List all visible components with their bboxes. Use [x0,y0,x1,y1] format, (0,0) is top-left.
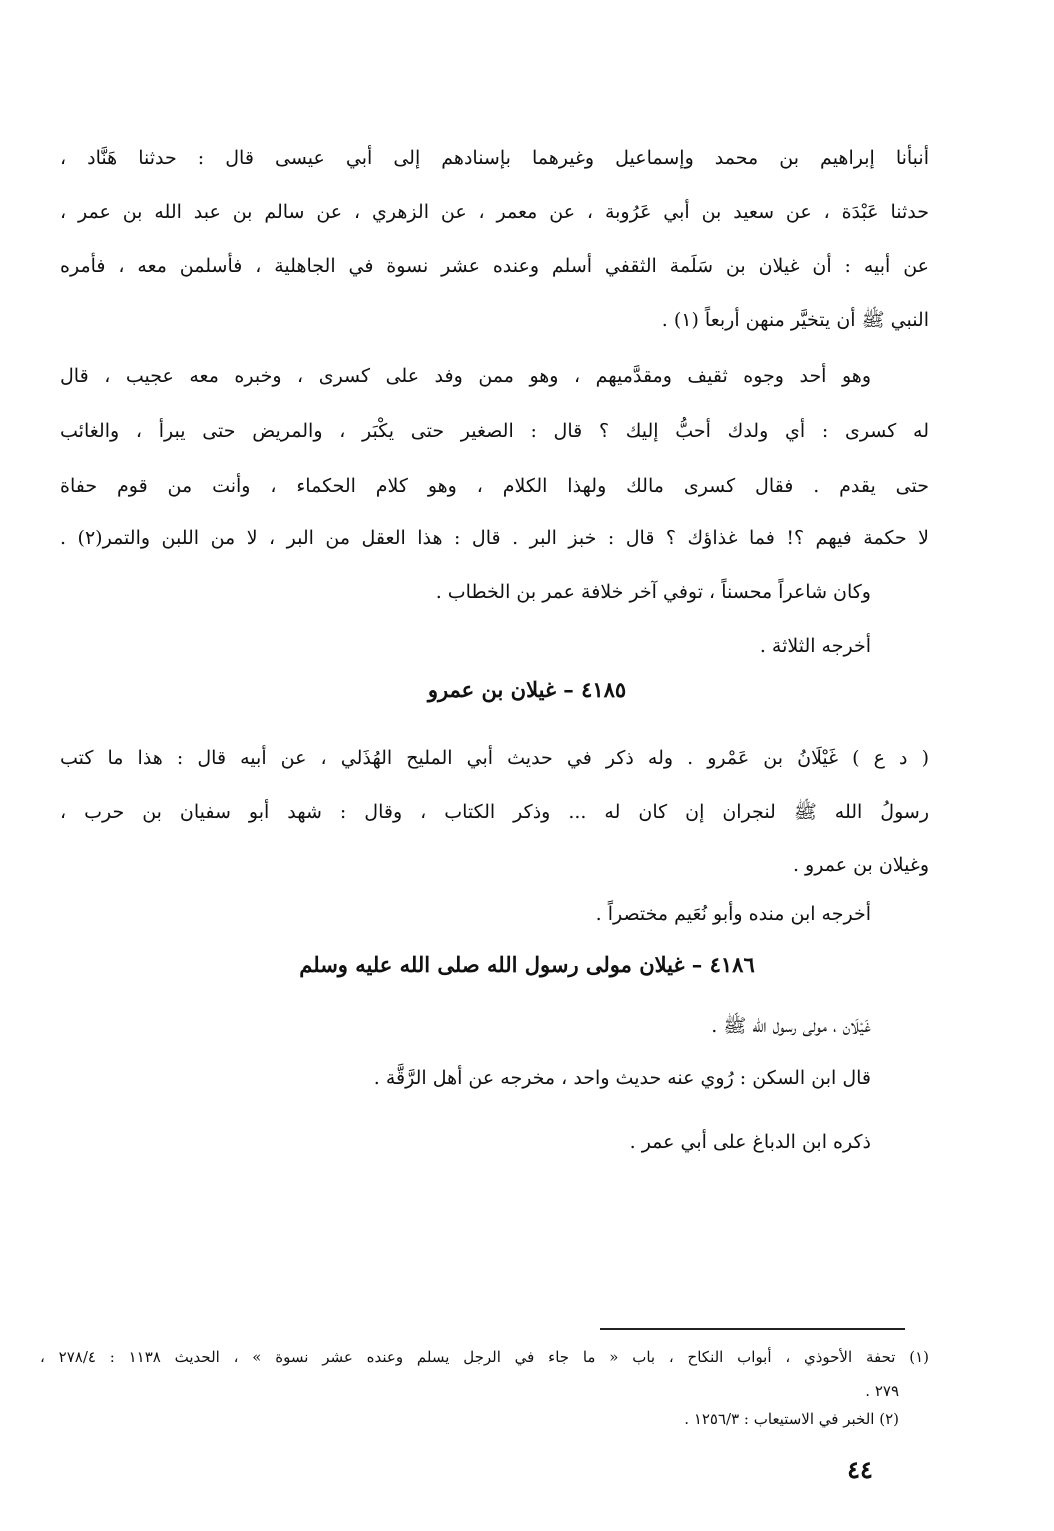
body-line: غَيْلَان ، مولى رسول الله ﷺ . [711,1015,871,1037]
footnote-continuation: ٢٧٩ . [865,1382,899,1400]
body-line: عن أبيه : أن غيلان بن سَلَمة الثقفي أسلم وعنده عشر نسوة في الجاهلية ، فأسلمن معه ، فأمره [60,255,930,277]
footnote: (١) تحفة الأحوذي ، أبواب النكاح ، باب « ما جاء في الرجل يسلم وعنده عشر نسوة » ، الحديث ١١٣٨ : ٢٧٨/٤ ، [40,1348,930,1366]
body-line: وكان شاعراً محسناً ، توفي آخر خلافة عمر بن الخطاب . [435,581,871,603]
footnote-rule [600,1328,905,1330]
body-line: حدثنا عَبْدَة ، عن سعيد بن أبي عَرُوبة ، عن معمر ، عن الزهري ، عن سالم بن عبد الله بن عمر ، [60,201,929,223]
body-line: ذكره ابن الدباغ على أبي عمر . [629,1131,871,1153]
body-line: أخرجه ابن منده وأبو نُعَيم مختصراً . [595,903,871,925]
body-line: النبي ﷺ أن يتخيَّر منهن أربعاً (١) . [661,309,929,331]
body-line: قال ابن السكن : رُوي عنه حديث واحد ، مخرجه عن أهل الرَّقَّة . [373,1067,871,1089]
body-line: لا حكمة فيهم ؟! فما غذاؤك ؟ قال : خبز البر . قال : هذا العقل من البر ، لا من اللبن والتمر(٢) . [60,527,929,549]
body-line: أخرجه الثلاثة . [759,635,871,657]
entry-heading: ٤١٨٥ – غيلان بن عمرو [427,677,627,702]
body-line: له كسرى : أي ولدك أحبُّ إليك ؟ قال : الصغير حتى يكْبَر ، والمريض حتى يبرأ ، والغائب [60,420,929,442]
body-line: أنبأنا إبراهيم بن محمد وإسماعيل وغيرهما بإسنادهم إلى أبي عيسى قال : حدثنا هَنَّاد ، [60,147,929,169]
body-line: ( د ع ) غَيْلَانُ بن عَمْرو . وله ذكر في حديث أبي المليح الهُذَلي ، عن أبيه قال : هذا ما كتب [60,747,929,769]
entry-heading: ٤١٨٦ – غيلان مولى رسول الله صلى الله عليه وسلم [299,952,755,977]
footnote: (٢) الخبر في الاستيعاب : ١٢٥٦/٣ . [684,1410,899,1428]
body-line: حتى يقدم . فقال كسرى مالك ولهذا الكلام ، وهو كلام الحكماء ، وأنت من قوم حفاة [60,475,929,497]
body-line: وهو أحد وجوه ثقيف ومقدَّميهم ، وهو ممن وفد على كسرى ، وخبره معه عجيب ، قال [60,365,871,387]
body-line: رسولُ الله ﷺ لنجران إن كان له ... وذكر الكتاب ، وقال : شهد أبو سفيان بن حرب ، [60,801,929,823]
page-number: ٤٤ [847,1455,873,1484]
body-line: وغيلان بن عمرو . [792,854,929,876]
